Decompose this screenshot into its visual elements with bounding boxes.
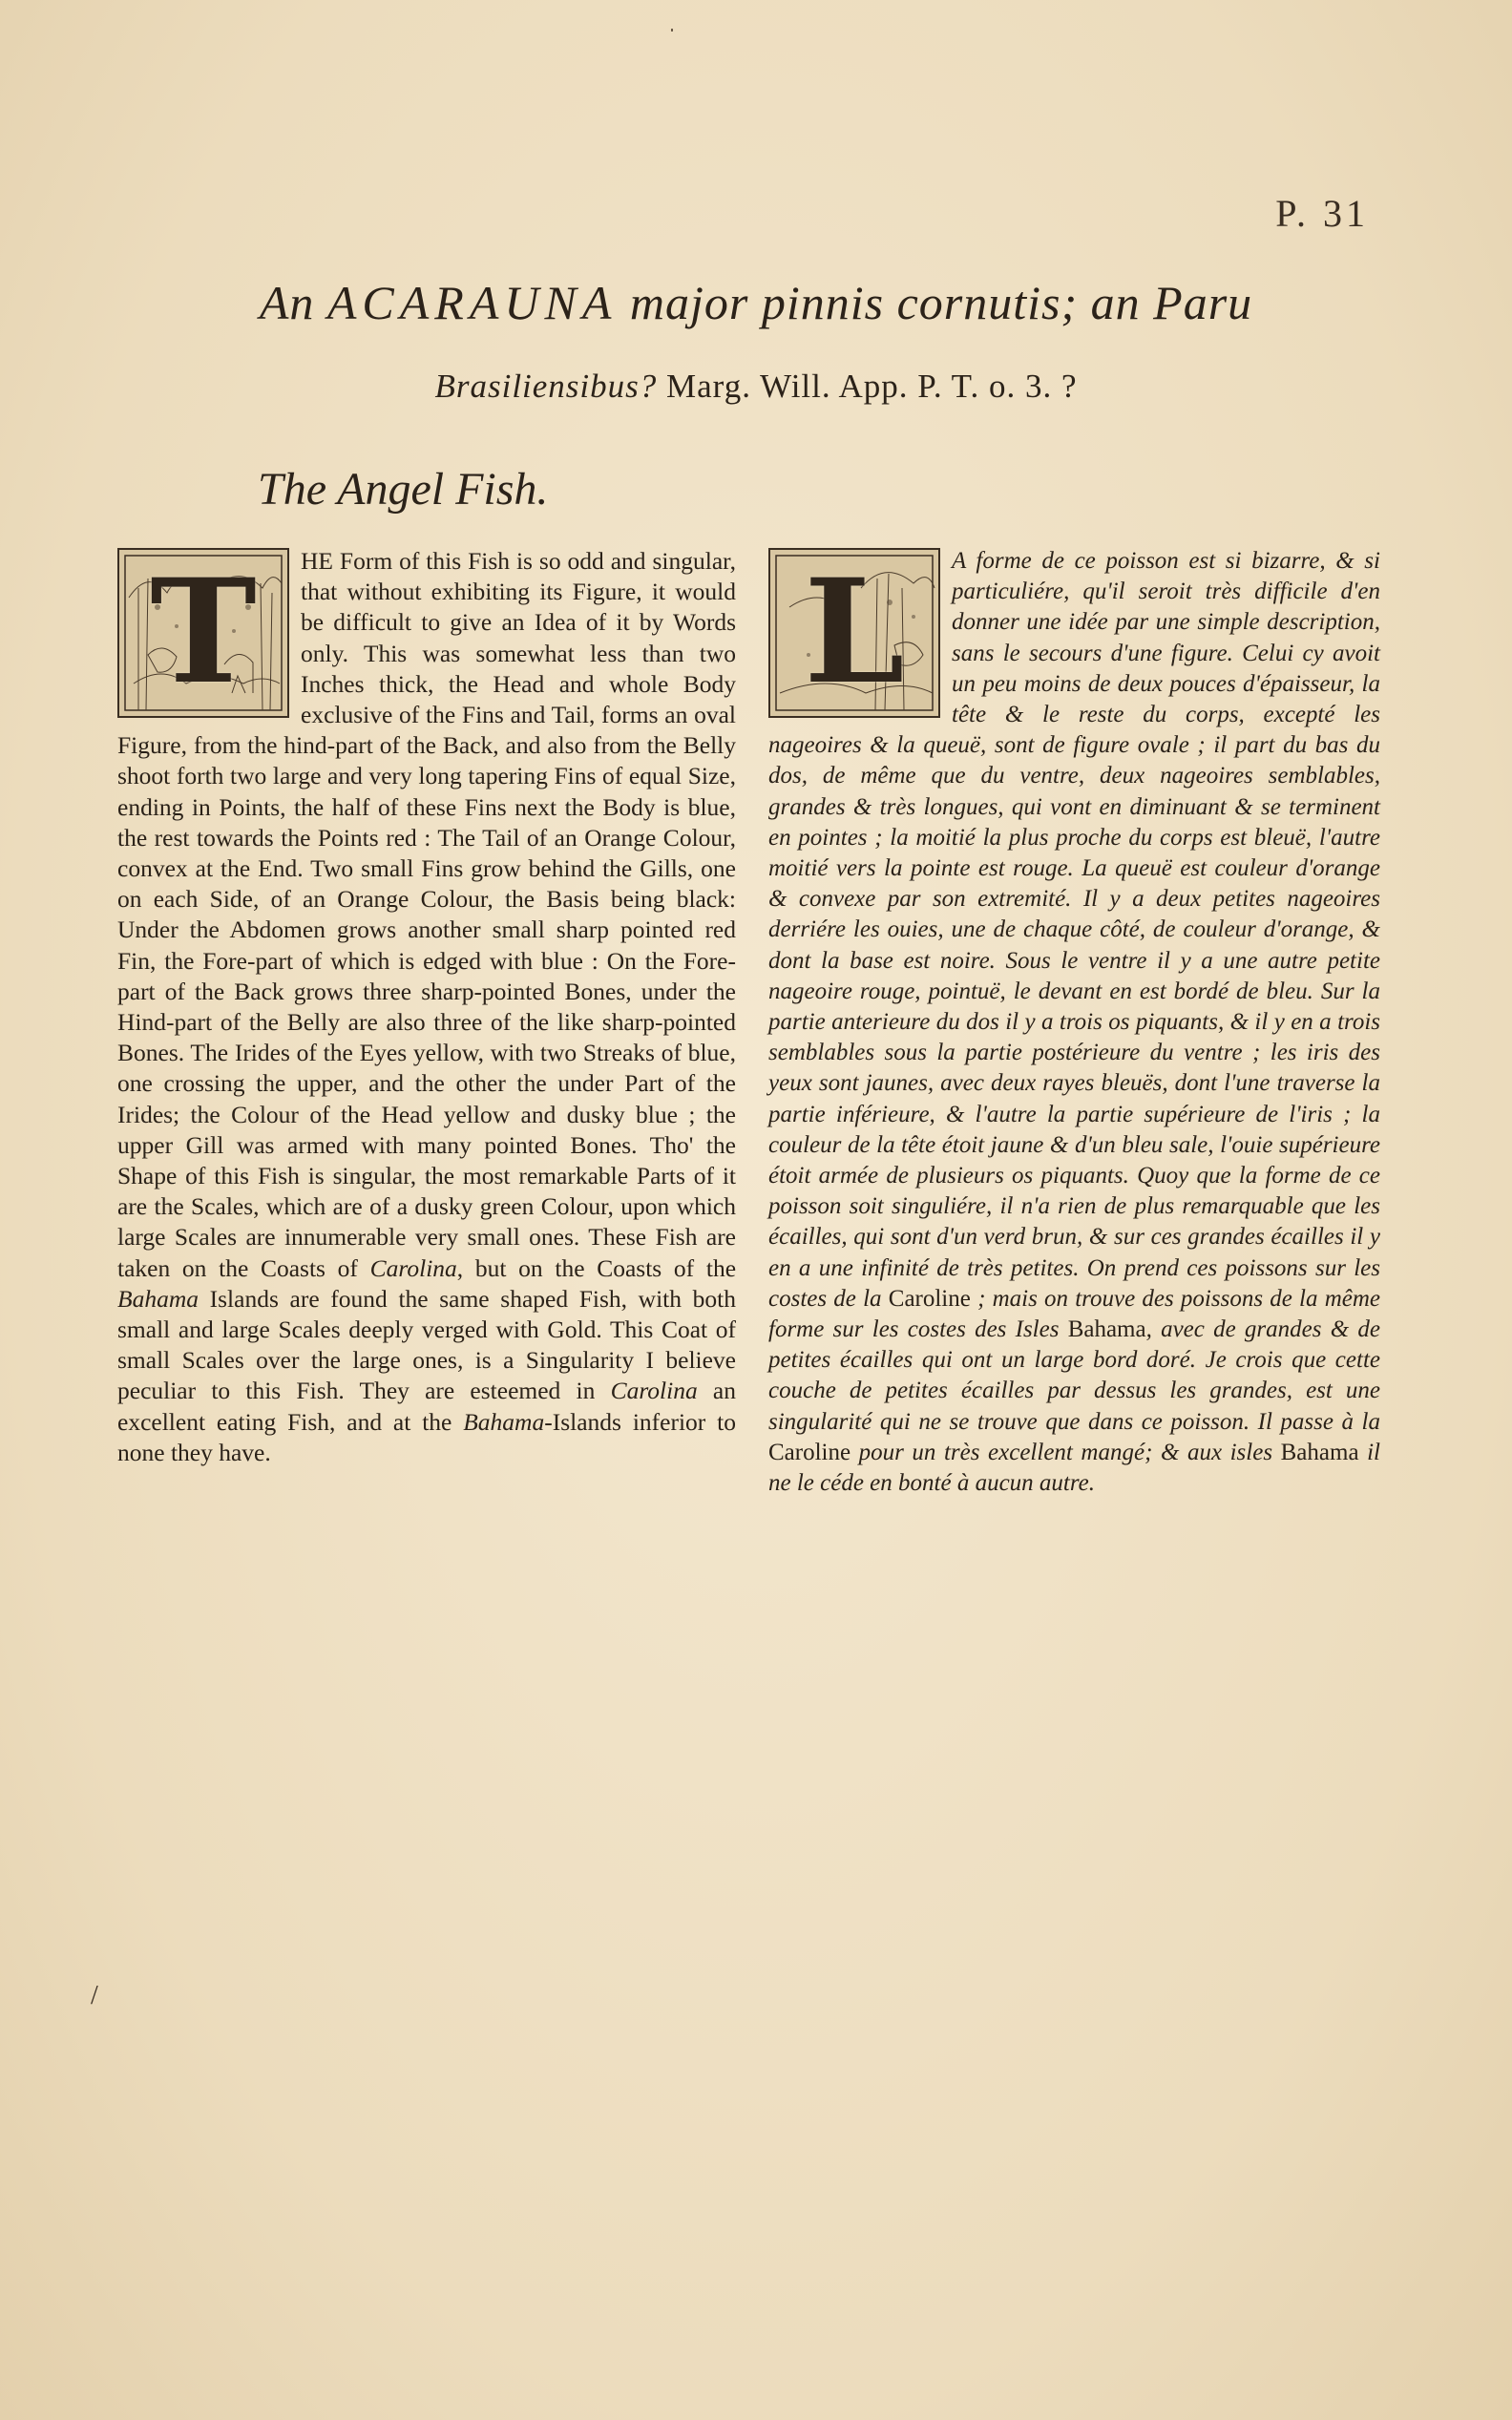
english-text-1: HE Form of this Fish is so odd and singular, that without exhibiting its Figure, it would be difficult to give an Idea of it by Words only. This was somewhat less than two Inches thick, the Head and whole Body exclusive of the Fins and Tail, forms an oval Figure, from the hind-part of the Back, and also from the Belly shoot forth two large and very long tapering Fins of equal Size, ending in Points, the half of these Fins next the Body is blue, the rest towards the Points red : The Tail of an Orange Colour, convex at the End. Two small Fins grow behind the Gills, one on each Side, of an Orange Colour, the Basis being black: Under the Abdomen grows another small sharp pointed red Fin, the Fore-part of which is edged with blue : On the Fore-part of the Back grows three sharp-pointed Bones, under the Hind-part of the Belly are also three of the like sharp-pointed Bones. The Irides of the Eyes yellow, with two Streaks of blue, one crossing the upper, and the other the under Part of the Irides; the Colour of the Head yellow and dusky blue ; the upper Gill was armed with many pointed Bones. Tho' the Shape of this Fish is singular, the most remarkable Parts of it are the Scales, which are of a dusky green Colour, upon which large Scales are innumerable very small ones. These Fish are taken on the Coasts of — [117, 547, 736, 1282]
english-text-5: -Islands inferior to none they have. — [117, 1407, 736, 1466]
french-text-1: A forme de ce poisson est si bizarre, & si particuliére, qu'il seroit très difficile d'en donner une idée par une simple description, sans le secours d'une figure. Celui cy avoit un peu moins de deux pouces d'épaisseur, la tête & le reste du corps, excepté les nageoires & la queuë, sont de figure ovale ; il part du bas du dos, de même que du ventre, deux nageoires semblables, grandes & très longues, qui vont en diminuant & se terminent en pointes ; la moitié la plus proche du corps est bleuë, l'autre moitié vers la pointe est rouge. La queuë est couleur d'orange & convexe par son extremité. Il y a deux petites nageoires derriére les ouies, une de chaque côté, de couleur d'orange, & dont la base est noire. Sous le ventre il y a une autre petite nageoire rouge, pointuë, le devant en est bordé de bleu. Sur la partie anterieure du dos il y a trois os piquants, & il y en a trois semblables sous la partie postérieure du ventre ; les iris des yeux sont jaunes, avec deux rayes bleuës, dont l'une traverse la partie inférieure, & l'autre la partie supérieure de l'iris ; la couleur de la tête étoit jaune & d'un bleu sale, l'ouie supérieure étoit armée de plusieurs os piquants. Quoy que la forme de ce poisson soit singuliére, il n'a rien de plus remarquable que les écailles, qui sont d'un verd brun, & sur ces grandes écailles il y en a une infinité de très petites. On prend ces poissons sur les costes de la — [768, 548, 1380, 1312]
title-genus: ACARAUNA — [326, 276, 618, 329]
stray-ink-mark: / — [91, 1981, 98, 2010]
english-text-4: an excellent eating Fish, and at the — [117, 1377, 736, 1436]
french-text-4: pour un très excellent mangé; & aux isles — [850, 1439, 1281, 1465]
french-place-caroline-1: Caroline — [888, 1285, 971, 1312]
english-text-2: , but on the Coasts of the — [456, 1253, 737, 1282]
french-text-3: , avec de grandes & de petites écailles qui ont un large bord doré. Je crois que cette couche de petites écailles par dessus les grandes, est une singularité qui ne se trouve que dans ce poisson. Il passe à la — [768, 1316, 1380, 1435]
french-text-2: ; mais on trouve des poissons de la même forme sur les costes des Isles — [768, 1285, 1381, 1343]
english-dropcap — [117, 548, 289, 718]
title-reference: Marg. Will. App. P. T. o. 3. ? — [657, 368, 1078, 405]
english-place-bahama-1: Bahama — [117, 1284, 199, 1313]
french-column — [768, 546, 1380, 1499]
title-brasiliensibus: Brasiliensibus? — [434, 368, 658, 405]
french-place-bahama-1: Bahama — [1067, 1316, 1146, 1343]
paper-speck — [671, 29, 673, 32]
title-suffix: major pinnis cornutis; an Paru — [617, 276, 1253, 329]
english-dropcap-letter: T — [150, 548, 257, 716]
title-line-1 — [0, 275, 1512, 330]
french-place-caroline-2: Caroline — [768, 1439, 851, 1465]
page-number: P. 31 — [1275, 192, 1369, 235]
english-text-3: Islands are found the same shaped Fish, with both small and large Scales deeply verged with Gold. This Coat of small Scales over the large ones, is a Singularity I believe peculiar to this Fish. They are esteemed in — [117, 1284, 736, 1405]
title-line-2 — [0, 368, 1512, 406]
french-dropcap — [768, 548, 940, 718]
section-title: The Angel Fish. — [258, 464, 549, 515]
english-column — [117, 546, 736, 1468]
english-place-carolina-2: Carolina — [610, 1377, 698, 1405]
title-prefix: An — [259, 276, 327, 329]
french-dropcap-letter: L — [804, 548, 905, 716]
english-place-carolina-1: Carolina — [369, 1253, 457, 1282]
english-place-bahama-2: Bahama — [463, 1407, 545, 1436]
french-text-5: il ne le céde en bonté à aucun autre. — [768, 1439, 1380, 1497]
french-place-bahama-2: Bahama — [1280, 1439, 1359, 1465]
